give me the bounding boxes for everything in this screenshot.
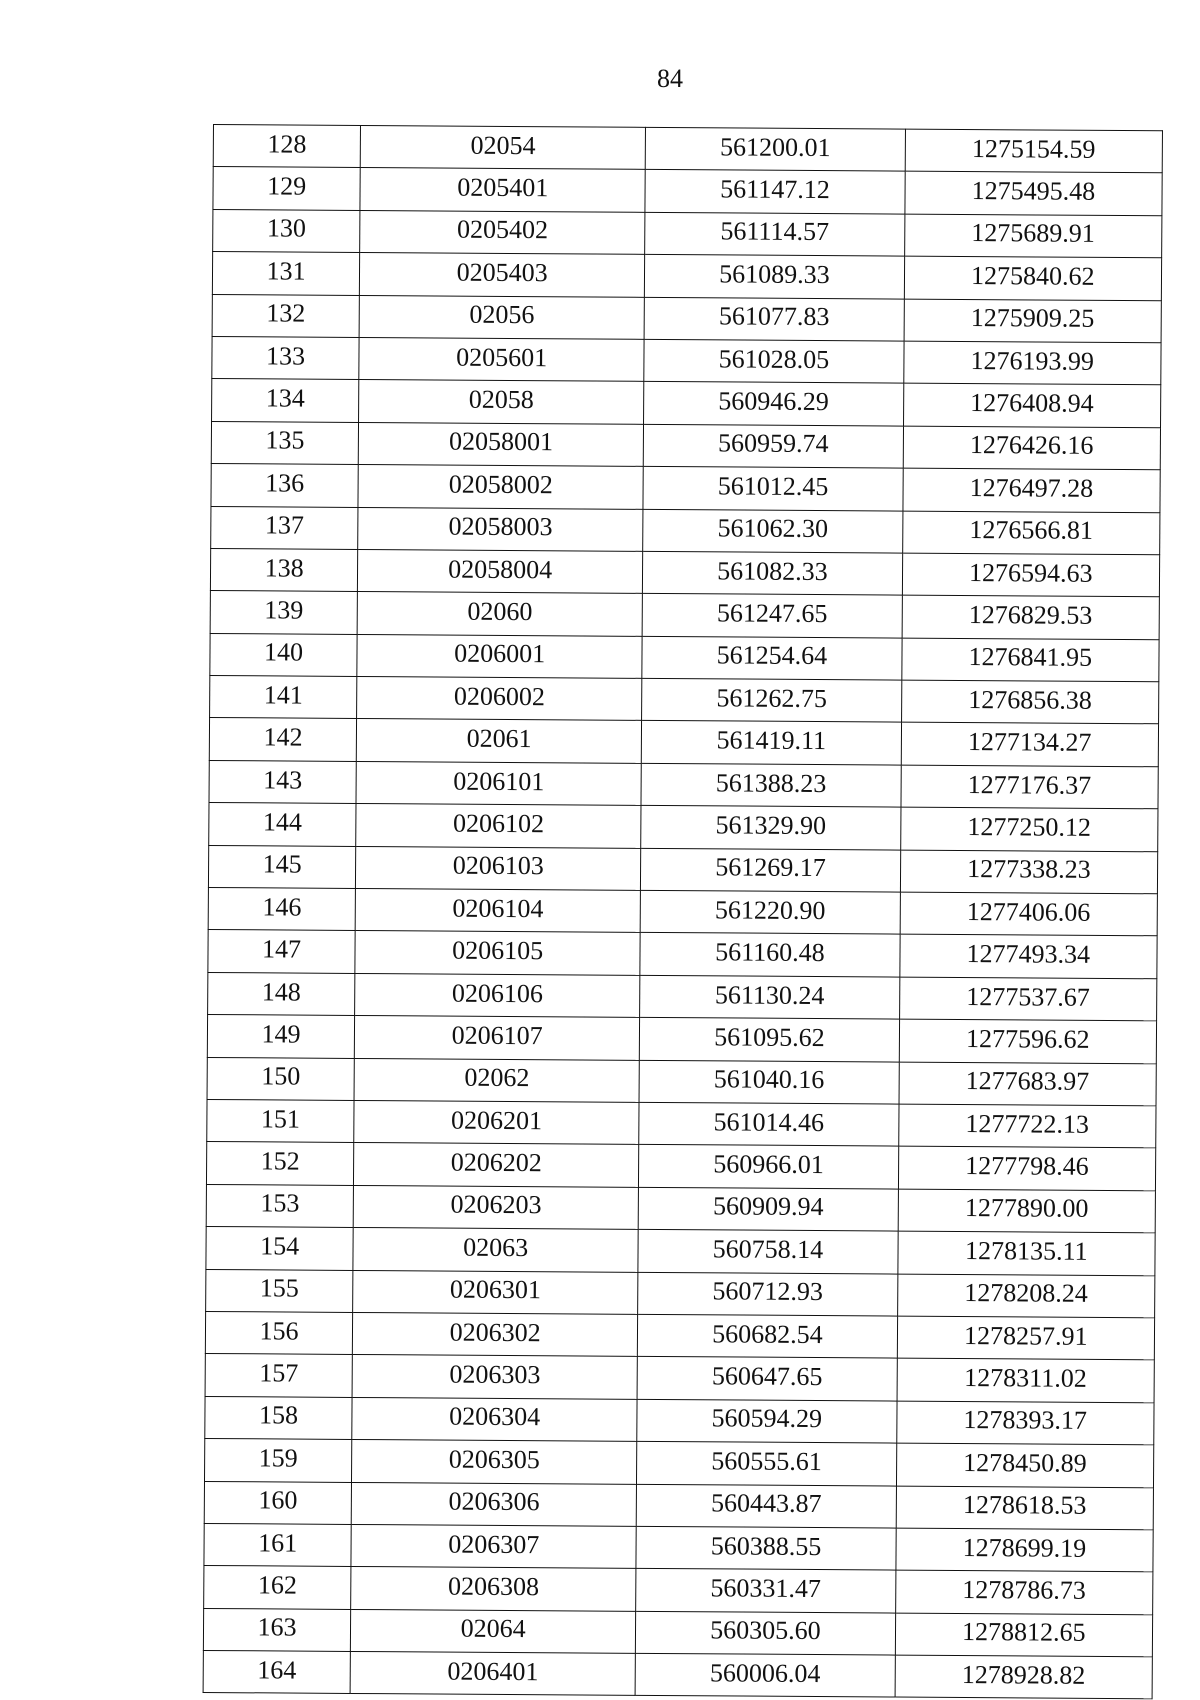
x-coordinate-cell: 561147.12 [645, 170, 905, 214]
table-row [213, 167, 1162, 216]
x-coordinate-cell: 560443.87 [636, 1484, 896, 1528]
table-row [205, 1354, 1154, 1403]
y-coordinate-cell: 1278208.24 [897, 1274, 1155, 1318]
y-coordinate-cell: 1276841.95 [901, 638, 1159, 682]
row-number-cell: 132 [212, 294, 359, 337]
x-coordinate-cell: 561262.75 [642, 678, 902, 722]
x-coordinate-cell: 561130.24 [640, 975, 900, 1019]
point-code-cell: 0206303 [352, 1355, 637, 1399]
y-coordinate-cell: 1276193.99 [903, 341, 1161, 385]
table-row [212, 294, 1161, 343]
row-number-cell: 152 [206, 1142, 353, 1185]
point-code-cell: 0206308 [351, 1567, 636, 1611]
y-coordinate-cell: 1277176.37 [901, 765, 1159, 809]
y-coordinate-cell: 1276426.16 [903, 426, 1161, 470]
point-code-cell: 0206002 [357, 677, 642, 721]
table-row [207, 1099, 1156, 1148]
point-code-cell: 0206201 [354, 1100, 639, 1144]
row-number-cell: 128 [213, 125, 360, 168]
y-coordinate-cell: 1277890.00 [898, 1189, 1156, 1233]
table-row [205, 1439, 1154, 1488]
table-row [210, 633, 1159, 682]
point-code-cell: 0205401 [360, 168, 645, 212]
point-code-cell: 02060 [357, 592, 642, 636]
x-coordinate-cell: 560909.94 [638, 1187, 898, 1231]
point-code-cell: 0206103 [356, 846, 641, 890]
table-row [204, 1566, 1153, 1615]
x-coordinate-cell: 561095.62 [640, 1018, 900, 1062]
row-number-cell: 147 [208, 930, 355, 973]
x-coordinate-cell: 560959.74 [643, 424, 903, 468]
table-row [211, 421, 1160, 470]
y-coordinate-cell: 1277683.97 [899, 1062, 1157, 1106]
row-number-cell: 141 [210, 676, 357, 719]
x-coordinate-cell: 561040.16 [639, 1060, 899, 1104]
row-number-cell: 140 [210, 633, 357, 676]
y-coordinate-cell: 1275840.62 [904, 256, 1162, 300]
x-coordinate-cell: 561269.17 [641, 848, 901, 892]
y-coordinate-cell: 1275495.48 [905, 171, 1163, 215]
table-row [203, 1651, 1152, 1700]
y-coordinate-cell: 1276829.53 [902, 595, 1160, 639]
table-row [212, 379, 1161, 428]
table-row [205, 1396, 1154, 1445]
y-coordinate-cell: 1277493.34 [899, 934, 1157, 978]
point-code-cell: 0206102 [356, 804, 641, 848]
row-number-cell: 136 [211, 464, 358, 507]
y-coordinate-cell: 1277134.27 [901, 723, 1159, 767]
x-coordinate-cell: 560006.04 [635, 1653, 895, 1697]
table-row [206, 1142, 1155, 1191]
point-code-cell: 02062 [354, 1058, 639, 1102]
row-number-cell: 143 [209, 760, 356, 803]
y-coordinate-cell: 1277722.13 [898, 1104, 1156, 1148]
table-row [209, 718, 1158, 767]
point-code-cell: 02061 [356, 719, 641, 763]
table-row [208, 888, 1157, 937]
row-number-cell: 146 [208, 888, 355, 931]
x-coordinate-cell: 561160.48 [640, 933, 900, 977]
point-code-cell: 0206305 [352, 1440, 637, 1484]
x-coordinate-cell: 561089.33 [645, 255, 905, 299]
y-coordinate-cell: 1278311.02 [897, 1358, 1155, 1402]
y-coordinate-cell: 1275689.91 [904, 214, 1162, 258]
x-coordinate-cell: 560758.14 [638, 1230, 898, 1274]
point-code-cell: 02054 [360, 125, 645, 169]
row-number-cell: 156 [205, 1311, 352, 1354]
x-coordinate-cell: 560712.93 [638, 1272, 898, 1316]
y-coordinate-cell: 1277798.46 [898, 1146, 1156, 1190]
table-row [208, 930, 1157, 979]
row-number-cell: 160 [204, 1481, 351, 1524]
y-coordinate-cell: 1277338.23 [900, 850, 1158, 894]
page-number: 84 [657, 64, 683, 93]
x-coordinate-cell: 560594.29 [637, 1399, 897, 1443]
x-coordinate-cell: 560388.55 [636, 1526, 896, 1570]
x-coordinate-cell: 561200.01 [645, 127, 905, 171]
table-row [203, 1608, 1152, 1657]
y-coordinate-cell: 1278393.17 [896, 1401, 1154, 1445]
x-coordinate-cell: 561254.64 [642, 636, 902, 680]
table-row [207, 1015, 1156, 1064]
row-number-cell: 142 [209, 718, 356, 761]
y-coordinate-cell: 1278135.11 [897, 1231, 1155, 1275]
x-coordinate-cell: 561329.90 [641, 806, 901, 850]
coordinates-table [203, 124, 1163, 1700]
row-number-cell: 137 [211, 506, 358, 549]
table-row [212, 336, 1161, 385]
y-coordinate-cell: 1278618.53 [896, 1486, 1154, 1530]
table-row [204, 1481, 1153, 1530]
table-row [208, 845, 1157, 894]
y-coordinate-cell: 1276408.94 [903, 383, 1161, 427]
point-code-cell: 0206302 [352, 1312, 637, 1356]
point-code-cell: 0206401 [350, 1652, 635, 1696]
point-code-cell: 0206301 [353, 1270, 638, 1314]
y-coordinate-cell: 1277250.12 [900, 807, 1158, 851]
x-coordinate-cell: 561247.65 [642, 594, 902, 638]
y-coordinate-cell: 1277537.67 [899, 977, 1157, 1021]
y-coordinate-cell: 1278450.89 [896, 1443, 1154, 1487]
x-coordinate-cell: 561028.05 [644, 339, 904, 383]
x-coordinate-cell: 561419.11 [642, 721, 902, 765]
y-coordinate-cell: 1275909.25 [904, 299, 1162, 343]
table-row [206, 1184, 1155, 1233]
point-code-cell: 02063 [353, 1228, 638, 1272]
point-code-cell: 0206307 [351, 1524, 636, 1568]
row-number-cell: 131 [212, 252, 359, 295]
x-coordinate-cell: 560682.54 [638, 1314, 898, 1358]
point-code-cell: 0206106 [355, 973, 640, 1017]
x-coordinate-cell: 561220.90 [640, 890, 900, 934]
point-code-cell: 0205403 [360, 253, 645, 297]
x-coordinate-cell: 560966.01 [639, 1145, 899, 1189]
table-row [213, 125, 1162, 174]
table-row [209, 803, 1158, 852]
point-code-cell: 0206101 [356, 761, 641, 805]
row-number-cell: 138 [210, 548, 357, 591]
x-coordinate-cell: 560305.60 [636, 1611, 896, 1655]
row-number-cell: 155 [206, 1269, 353, 1312]
row-number-cell: 148 [208, 972, 355, 1015]
y-coordinate-cell: 1278928.82 [895, 1655, 1153, 1699]
y-coordinate-cell: 1278699.19 [896, 1528, 1154, 1572]
y-coordinate-cell: 1276594.63 [902, 553, 1160, 597]
row-number-cell: 139 [210, 591, 357, 634]
point-code-cell: 02064 [351, 1609, 636, 1653]
x-coordinate-cell: 560647.65 [637, 1357, 897, 1401]
row-number-cell: 163 [203, 1608, 350, 1651]
table-row [206, 1269, 1155, 1318]
row-number-cell: 145 [208, 845, 355, 888]
row-number-cell: 158 [205, 1396, 352, 1439]
y-coordinate-cell: 1278786.73 [895, 1570, 1153, 1614]
table-row [211, 464, 1160, 513]
x-coordinate-cell: 561062.30 [643, 509, 903, 553]
table-row [212, 252, 1161, 301]
point-code-cell: 0206306 [351, 1482, 636, 1526]
y-coordinate-cell: 1276566.81 [902, 511, 1160, 555]
row-number-cell: 130 [213, 209, 360, 252]
table-row [205, 1311, 1154, 1360]
row-number-cell: 151 [207, 1099, 354, 1142]
row-number-cell: 144 [209, 803, 356, 846]
y-coordinate-cell: 1276856.38 [901, 680, 1159, 724]
x-coordinate-cell: 560555.61 [637, 1441, 897, 1485]
row-number-cell: 161 [204, 1523, 351, 1566]
x-coordinate-cell: 561077.83 [644, 297, 904, 341]
row-number-cell: 133 [212, 336, 359, 379]
x-coordinate-cell: 560331.47 [636, 1569, 896, 1613]
table-row [208, 972, 1157, 1021]
table-row [211, 506, 1160, 555]
point-code-cell: 0206202 [354, 1143, 639, 1187]
point-code-cell: 0206304 [352, 1397, 637, 1441]
point-code-cell: 0206105 [355, 931, 640, 975]
table-row [210, 676, 1159, 725]
row-number-cell: 153 [206, 1184, 353, 1227]
row-number-cell: 129 [213, 167, 360, 210]
x-coordinate-cell: 560946.29 [644, 382, 904, 426]
y-coordinate-cell: 1275154.59 [905, 129, 1163, 173]
row-number-cell: 149 [207, 1015, 354, 1058]
point-code-cell: 02058004 [358, 549, 643, 593]
y-coordinate-cell: 1278812.65 [895, 1613, 1153, 1657]
point-code-cell: 0206107 [354, 1016, 639, 1060]
y-coordinate-cell: 1278257.91 [897, 1316, 1155, 1360]
table-body [203, 125, 1162, 1700]
point-code-cell: 02058 [359, 380, 644, 424]
x-coordinate-cell: 561082.33 [643, 551, 903, 595]
row-number-cell: 150 [207, 1057, 354, 1100]
y-coordinate-cell: 1277406.06 [900, 892, 1158, 936]
row-number-cell: 157 [205, 1354, 352, 1397]
y-coordinate-cell: 1276497.28 [903, 468, 1161, 512]
point-code-cell: 02058001 [358, 422, 643, 466]
table-row [210, 548, 1159, 597]
point-code-cell: 0206001 [357, 634, 642, 678]
point-code-cell: 0206203 [353, 1185, 638, 1229]
table-row [204, 1523, 1153, 1572]
row-number-cell: 164 [203, 1651, 350, 1694]
row-number-cell: 159 [205, 1439, 352, 1482]
table-row [213, 209, 1162, 258]
x-coordinate-cell: 561012.45 [643, 466, 903, 510]
table-row [209, 760, 1158, 809]
point-code-cell: 0205402 [360, 210, 645, 254]
table-row [207, 1057, 1156, 1106]
row-number-cell: 162 [204, 1566, 351, 1609]
table-row [210, 591, 1159, 640]
row-number-cell: 134 [212, 379, 359, 422]
x-coordinate-cell: 561014.46 [639, 1102, 899, 1146]
point-code-cell: 02056 [359, 295, 644, 339]
point-code-cell: 02058002 [358, 465, 643, 509]
point-code-cell: 0206104 [355, 888, 640, 932]
table-row [206, 1227, 1155, 1276]
row-number-cell: 154 [206, 1227, 353, 1270]
y-coordinate-cell: 1277596.62 [899, 1019, 1157, 1063]
x-coordinate-cell: 561388.23 [641, 763, 901, 807]
point-code-cell: 0205601 [359, 337, 644, 381]
point-code-cell: 02058003 [358, 507, 643, 551]
row-number-cell: 135 [211, 421, 358, 464]
x-coordinate-cell: 561114.57 [645, 212, 905, 256]
